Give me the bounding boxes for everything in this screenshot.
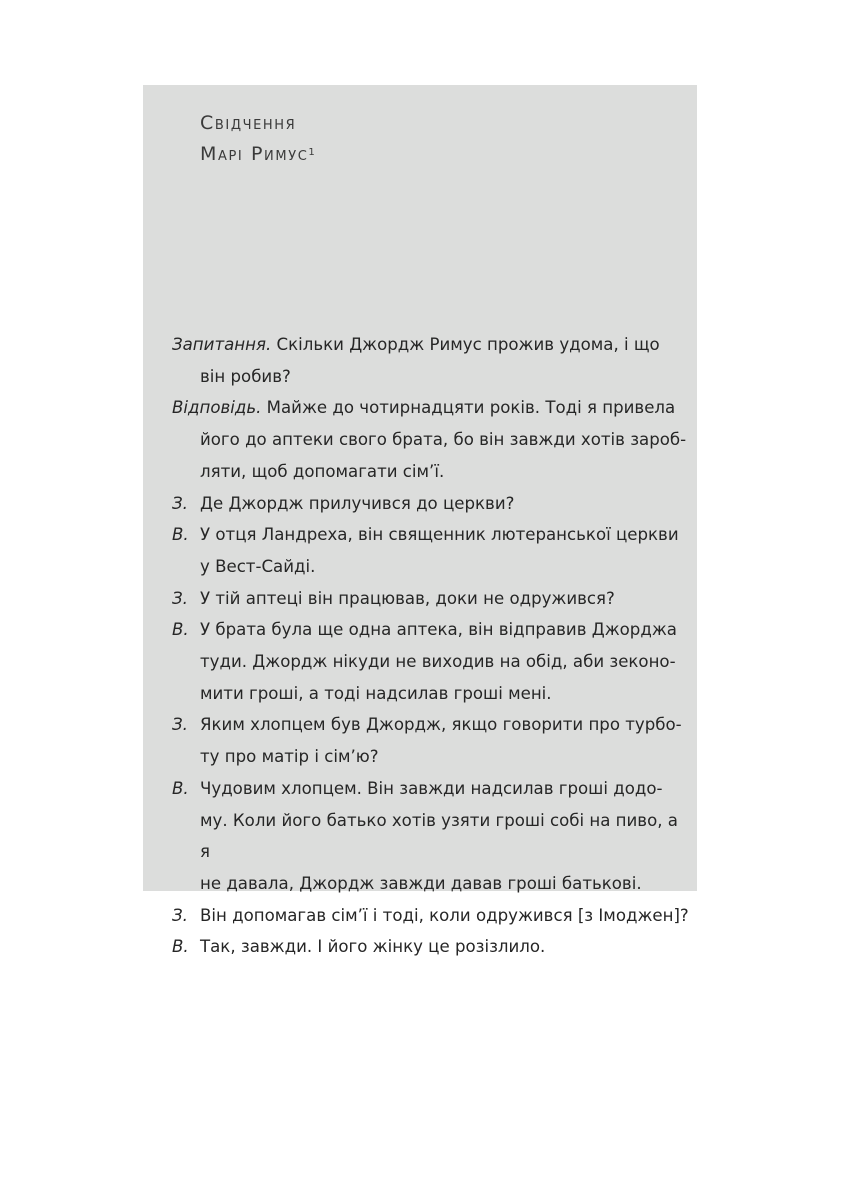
entry-text-line: не давала, Джордж завжди давав гроші батькові. xyxy=(200,873,642,893)
entry-text-line: У тій аптеці він працював, доки не одружився? xyxy=(200,588,615,608)
question-entry xyxy=(172,488,692,520)
title-line-2 xyxy=(200,139,315,170)
entry-label: В. xyxy=(172,778,189,798)
question-entry xyxy=(172,709,692,772)
entry-label: В. xyxy=(172,937,189,957)
entry-label: З. xyxy=(172,905,188,925)
answer-entry xyxy=(172,614,692,709)
entry-text-line: у Вест-Сайді. xyxy=(200,556,316,576)
entry-text-line: Чудовим хлопцем. Він завжди надсилав гроші додо- xyxy=(200,778,663,798)
entry-text-line: У отця Ландреха, він священник лютеранської церкви xyxy=(200,525,679,545)
answer-entry xyxy=(172,773,692,900)
title-line-1: Свідчення xyxy=(200,112,297,134)
answer-entry xyxy=(172,392,692,487)
answer-entry xyxy=(172,519,692,582)
entry-text-line: Скільки Джордж Римус прожив удома, і що xyxy=(276,335,660,354)
title-line-2-text: Марі Римус xyxy=(200,143,309,165)
entry-label: З. xyxy=(172,715,188,735)
interview-transcript xyxy=(172,329,692,963)
entry-label: Запитання. xyxy=(172,335,272,354)
question-entry xyxy=(172,329,692,392)
entry-label: В. xyxy=(172,620,189,640)
entry-text-line: він робив? xyxy=(200,366,291,386)
entry-label: З. xyxy=(172,588,188,608)
entry-text-line: Де Джордж прилучився до церкви? xyxy=(200,493,515,513)
question-entry xyxy=(172,900,692,932)
entry-text-line: Яким хлопцем був Джордж, якщо говорити про турбо- xyxy=(200,715,682,735)
entry-label: З. xyxy=(172,493,188,513)
entry-label: В. xyxy=(172,525,189,545)
question-entry xyxy=(172,583,692,615)
entry-text-line: його до аптеки свого брата, бо він завжди хотів зароб- xyxy=(200,430,687,450)
entry-label: Відповідь. xyxy=(172,398,262,418)
testimony-title xyxy=(200,108,315,170)
entry-text-line: ту про матір і сім’ю? xyxy=(200,747,379,767)
entry-text-line: У брата була ще одна аптека, він відправив Джорджа xyxy=(200,620,677,640)
entry-text-line: ляти, щоб допомагати сім’ї. xyxy=(200,461,445,481)
entry-text-line: Так, завжди. І його жінку це розізлило. xyxy=(200,937,546,957)
entry-text-line: мити гроші, а тоді надсилав гроші мені. xyxy=(200,683,552,703)
entry-text-line: Він допомагав сім’ї і тоді, коли одружився [з Імоджен]? xyxy=(200,905,689,925)
entry-text-line: Майже до чотирнадцяти років. Тоді я привела xyxy=(266,398,676,418)
footnote-marker: 1 xyxy=(308,147,315,158)
entry-text-line: му. Коли його батько хотів узяти гроші собі на пиво, а я xyxy=(200,810,678,862)
answer-entry xyxy=(172,931,692,963)
entry-text-line: туди. Джордж нікуди не виходив на обід, аби зеконо- xyxy=(200,652,676,672)
